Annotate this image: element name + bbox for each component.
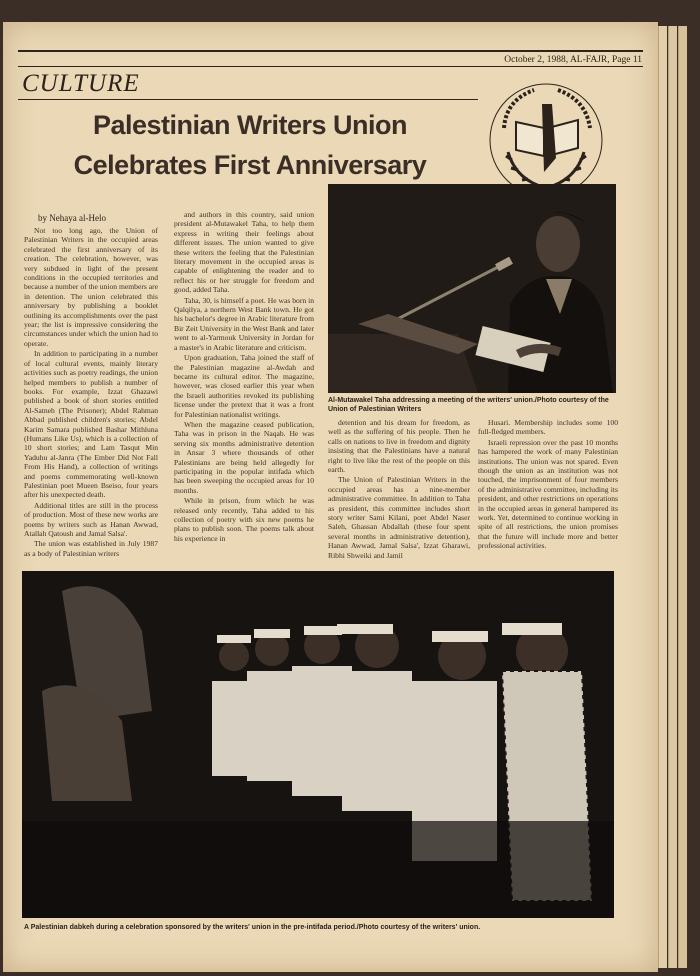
section-title: CULTURE (22, 70, 140, 97)
article-column-2 (174, 210, 314, 568)
dateline: October 2, 1988, AL-FAJR, Page 11 (504, 55, 642, 65)
header-rule (18, 66, 643, 67)
headline-line-2: Celebrates First Anniversary (73, 150, 427, 180)
paragraph: The union was established in July 1987 as a body of Palestinian writers (24, 539, 158, 558)
page-edge (658, 26, 667, 968)
paragraph: Husari. Membership includes some 100 full-fledged members. (478, 418, 618, 437)
dabkeh-caption: A Palestinian dabkeh during a celebration sponsored by the writers' union in the pre-intifada period./Photo courtesy of the writers' union. (24, 924, 481, 931)
dabkeh-photo (22, 571, 614, 918)
byline: by Nehaya al-Helo (38, 213, 106, 223)
article-column-3 (328, 418, 470, 568)
paragraph: Upon graduation, Taha joined the staff of the Palestinian magazine al-Awdah and became its cultural editor. The magazine, however, was closed earlier this year when the Israeli authorities revoked its publishing license under the pretext that it was a front for Palestinian nationalist writings. (174, 353, 314, 419)
paragraph: Israeli repression over the past 10 months has hampered the work of many Palestinian institutions. The union was not spared. Even though the union as an institution was not touched, the imprisonment of four members of the administrative committee, including its president, and other restrictions on operations in the occupied areas in general hampered its work. Yet, determined to continue working in spite of all restrictions, the union promises that the future will include more and better professional activities. (478, 437, 618, 551)
page-edge (678, 26, 687, 968)
paragraph: and authors in this country, said union president al-Mutawakel Taha, to help them express in writing their feelings about different issues. The union wanted to give these writers the feeling that the Palestinian literary movement in the occupied areas is capable of enlightening the reader and to reflect his or her struggle for freedom and good, added Taha. (174, 210, 314, 295)
section-rule (18, 99, 478, 100)
paragraph: In addition to participating in a number of local cultural events, mainly literary activities such as poetry readings, the union helped members to publish a number of books. For example, Izzat Ghazawi published a book of short stories entitled Al-Satneh (The Prisoner); Abdel Rahman Abbad published children's stories; Abdel Karim Samara published Bashar Mithluna (Humans Like Us), which is a collection of 10 short stories; and Lam Tasqut Min Yaduhu al-Janra (The Ember Did Not Fall From His Hand), a collection of writings and poems commemorating well-known Palestinian poet Mueen Bseiso, four years after his unexpected death. (24, 349, 158, 500)
headline-line-1: Palestinian Writers Union (92, 110, 408, 140)
paragraph: When the magazine ceased publication, Taha was in prison in the Naqab. He was serving six months administrative detention in Ansar 3 where thousands of other Palestinians are being held allegedly for participating in the popular intifada which has been sweeping the occupied areas for 10 months. (174, 419, 314, 495)
article-column-1 (24, 226, 158, 568)
paragraph: While in prison, from which he was released only recently, Taha added to his collection of poetry with six new poems he plans to publish soon. The poems talk about his experience in (174, 496, 314, 543)
paragraph: Taha, 30, is himself a poet. He was born in Qalqilya, a northern West Bank town. He got his bachelor's degree in Arabic literature from Bir Zeit University in the West Bank and later went to al-Yarmouk University in Jordan for a master's in Arabic literature and criticism. (174, 295, 314, 352)
top-rule (18, 50, 643, 52)
article-column-4 (478, 418, 618, 568)
page-edge (668, 26, 677, 968)
portrait-photo (328, 184, 616, 393)
portrait-caption: Al-Mutawakel Taha addressing a meeting of the writers' union./Photo courtesy of the Union of Palestinian Writers (328, 397, 609, 413)
paragraph: The Union of Palestinian Writers in the occupied areas has a nine-member administrative committee. In addition to Taha as president, this committee includes short story writer Sami Kilani, poet Abdel Naser Saleh, Ghassan Abdallah (these four spent several months in administrative detention), Hanan Awwad, Jamal Salsa', Izzat Gharawi, Ribhi Shweiki and Jamil (328, 475, 470, 560)
paragraph: Not too long ago, the Union of Palestinian Writers in the occupied areas celebrated the first anniversary of its creation. The celebration, however, was very subdued in light of the present conditions in the occupied territories and because a number of the union members are in detention. The union celebrated this anniversary by publishing a booklet outlining its accomplishments over the past year; the list is impressive considering the circumstances under which the union had to operate. (24, 226, 158, 348)
paragraph: Additional titles are still in the process of production. Most of these new works are poems by writers such as Hanan Awwad, Atallah Qatoush and Jamal Salsa'. (24, 500, 158, 538)
paragraph: detention and his dream for freedom, as well as the suffering of his people. Then he calls on nations to live in freedom and dignity insisting that the Palestinians have a natural right to live like the rest of the people on this earth. (328, 418, 470, 475)
writers-union-emblem (486, 80, 606, 200)
